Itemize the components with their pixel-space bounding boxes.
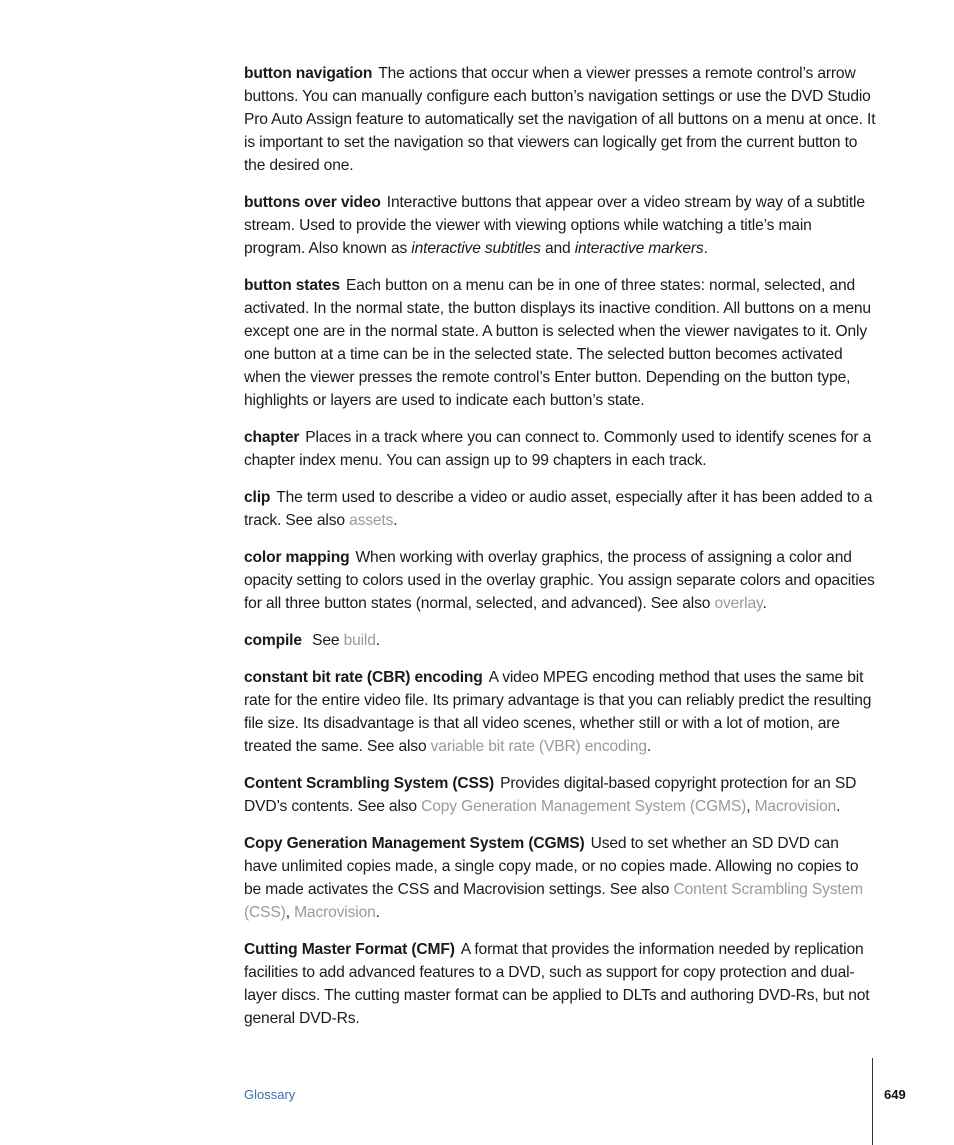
definition-text: A video MPEG encoding method that uses the same bit rate for the entire video file. Its primary advantage is that you can reliably predict the resulting file size. Its disadvantage is that all video scenes, whether still or with a lot of motion, are treated the same. See also xyxy=(244,669,872,755)
glossary-term: Content Scrambling System (CSS) xyxy=(244,775,495,792)
cross-reference-link[interactable]: overlay xyxy=(714,595,763,612)
glossary-entry xyxy=(244,938,876,1030)
glossary-term: buttons over video xyxy=(244,194,381,211)
glossary-term: Copy Generation Management System (CGMS) xyxy=(244,835,585,852)
definition-text: See xyxy=(307,632,344,649)
glossary-entry xyxy=(244,666,876,758)
glossary-entry xyxy=(244,546,876,615)
cross-reference-link[interactable]: assets xyxy=(349,512,394,529)
definition-text: . xyxy=(375,632,380,649)
glossary-entry xyxy=(244,486,876,532)
glossary-term: constant bit rate (CBR) encoding xyxy=(244,669,483,686)
glossary-term: clip xyxy=(244,489,271,506)
glossary-entry xyxy=(244,191,876,260)
cross-reference-link[interactable]: variable bit rate (VBR) encoding xyxy=(430,738,647,755)
definition-text: The term used to describe a video or audio asset, especially after it has been added to a track. See also xyxy=(244,489,873,529)
definition-text: , xyxy=(746,798,755,815)
definition-text: Places in a track where you can connect to. Commonly used to identify scenes for a chapter index menu. You can assign up to 99 chapters in each track. xyxy=(244,429,872,469)
definition-text: . xyxy=(393,512,398,529)
definition-text: . xyxy=(836,798,841,815)
glossary-term: color mapping xyxy=(244,549,350,566)
footer-section-label: Glossary xyxy=(244,1087,296,1102)
definition-text: Each button on a menu can be in one of three states: normal, selected, and activated. In the normal state, the button displays its inactive condition. All buttons on a menu except one are in the normal state. A button is selected when the viewer navigates to it. Only one button at a time can be in the selected state. The selected button becomes activated when the viewer presses the remote control’s Enter button. Depending on the button type, highlights or layers are used to indicate each button’s state. xyxy=(244,277,871,409)
cross-reference-link[interactable]: Macrovision xyxy=(294,904,376,921)
definition-text: . xyxy=(703,240,708,257)
definition-text: When working with overlay graphics, the process of assigning a color and opacity setting to colors used in the overlay graphic. You assign separate colors and opacities for all three button states (normal, selected, and advanced). See also xyxy=(244,549,875,612)
definition-text: Provides digital-based copyright protection for an SD DVD’s contents. See also xyxy=(244,775,857,815)
glossary-term: compile xyxy=(244,632,302,649)
definition-text: , xyxy=(285,904,295,921)
glossary-entry xyxy=(244,426,876,472)
definition-text: . xyxy=(375,904,380,921)
definition-text: and xyxy=(540,240,575,257)
glossary-entries xyxy=(244,62,876,1044)
cross-reference-link[interactable]: Copy Generation Management System (CGMS) xyxy=(421,798,747,815)
emphasized-text: interactive subtitles xyxy=(411,240,541,257)
definition-text: The actions that occur when a viewer presses a remote control’s arrow buttons. You can manually configure each button’s navigation settings or use the DVD Studio Pro Auto Assign feature to automatically set the navigation of all buttons on a menu at once. It is important to set the navigation so that viewers can logically get from the current button to the desired one. xyxy=(244,65,876,174)
cross-reference-link[interactable]: build xyxy=(343,632,376,649)
glossary-entry xyxy=(244,772,876,818)
glossary-entry xyxy=(244,832,876,924)
page-number: 649 xyxy=(884,1087,906,1102)
glossary-entry xyxy=(244,629,876,652)
definition-text: Used to set whether an SD DVD can have unlimited copies made, a single copy made, or no copies made. Allowing no copies to be made activates the CSS and Macrovision settings. See also xyxy=(244,835,859,898)
definition-text: . xyxy=(762,595,767,612)
definition-text: A format that provides the information needed by replication facilities to add advanced features to a DVD, such as support for copy protection and dual-layer discs. The cutting master format can be applied to DLTs and authoring DVD-Rs, but not general DVD-Rs. xyxy=(244,941,870,1027)
glossary-term: Cutting Master Format (CMF) xyxy=(244,941,455,958)
emphasized-text: interactive markers xyxy=(574,240,704,257)
cross-reference-link[interactable]: Content Scrambling System (CSS) xyxy=(244,881,863,921)
glossary-term: chapter xyxy=(244,429,300,446)
definition-text: Interactive buttons that appear over a video stream by way of a subtitle stream. Used to provide the viewer with viewing options while watching a title’s main program. Also known as xyxy=(244,194,865,257)
glossary-term: button navigation xyxy=(244,65,373,82)
cross-reference-link[interactable]: Macrovision xyxy=(754,798,837,815)
glossary-entry xyxy=(244,62,876,177)
glossary-term: button states xyxy=(244,277,340,294)
footer-divider xyxy=(872,1058,873,1145)
glossary-entry xyxy=(244,274,876,412)
definition-text: . xyxy=(646,738,652,755)
